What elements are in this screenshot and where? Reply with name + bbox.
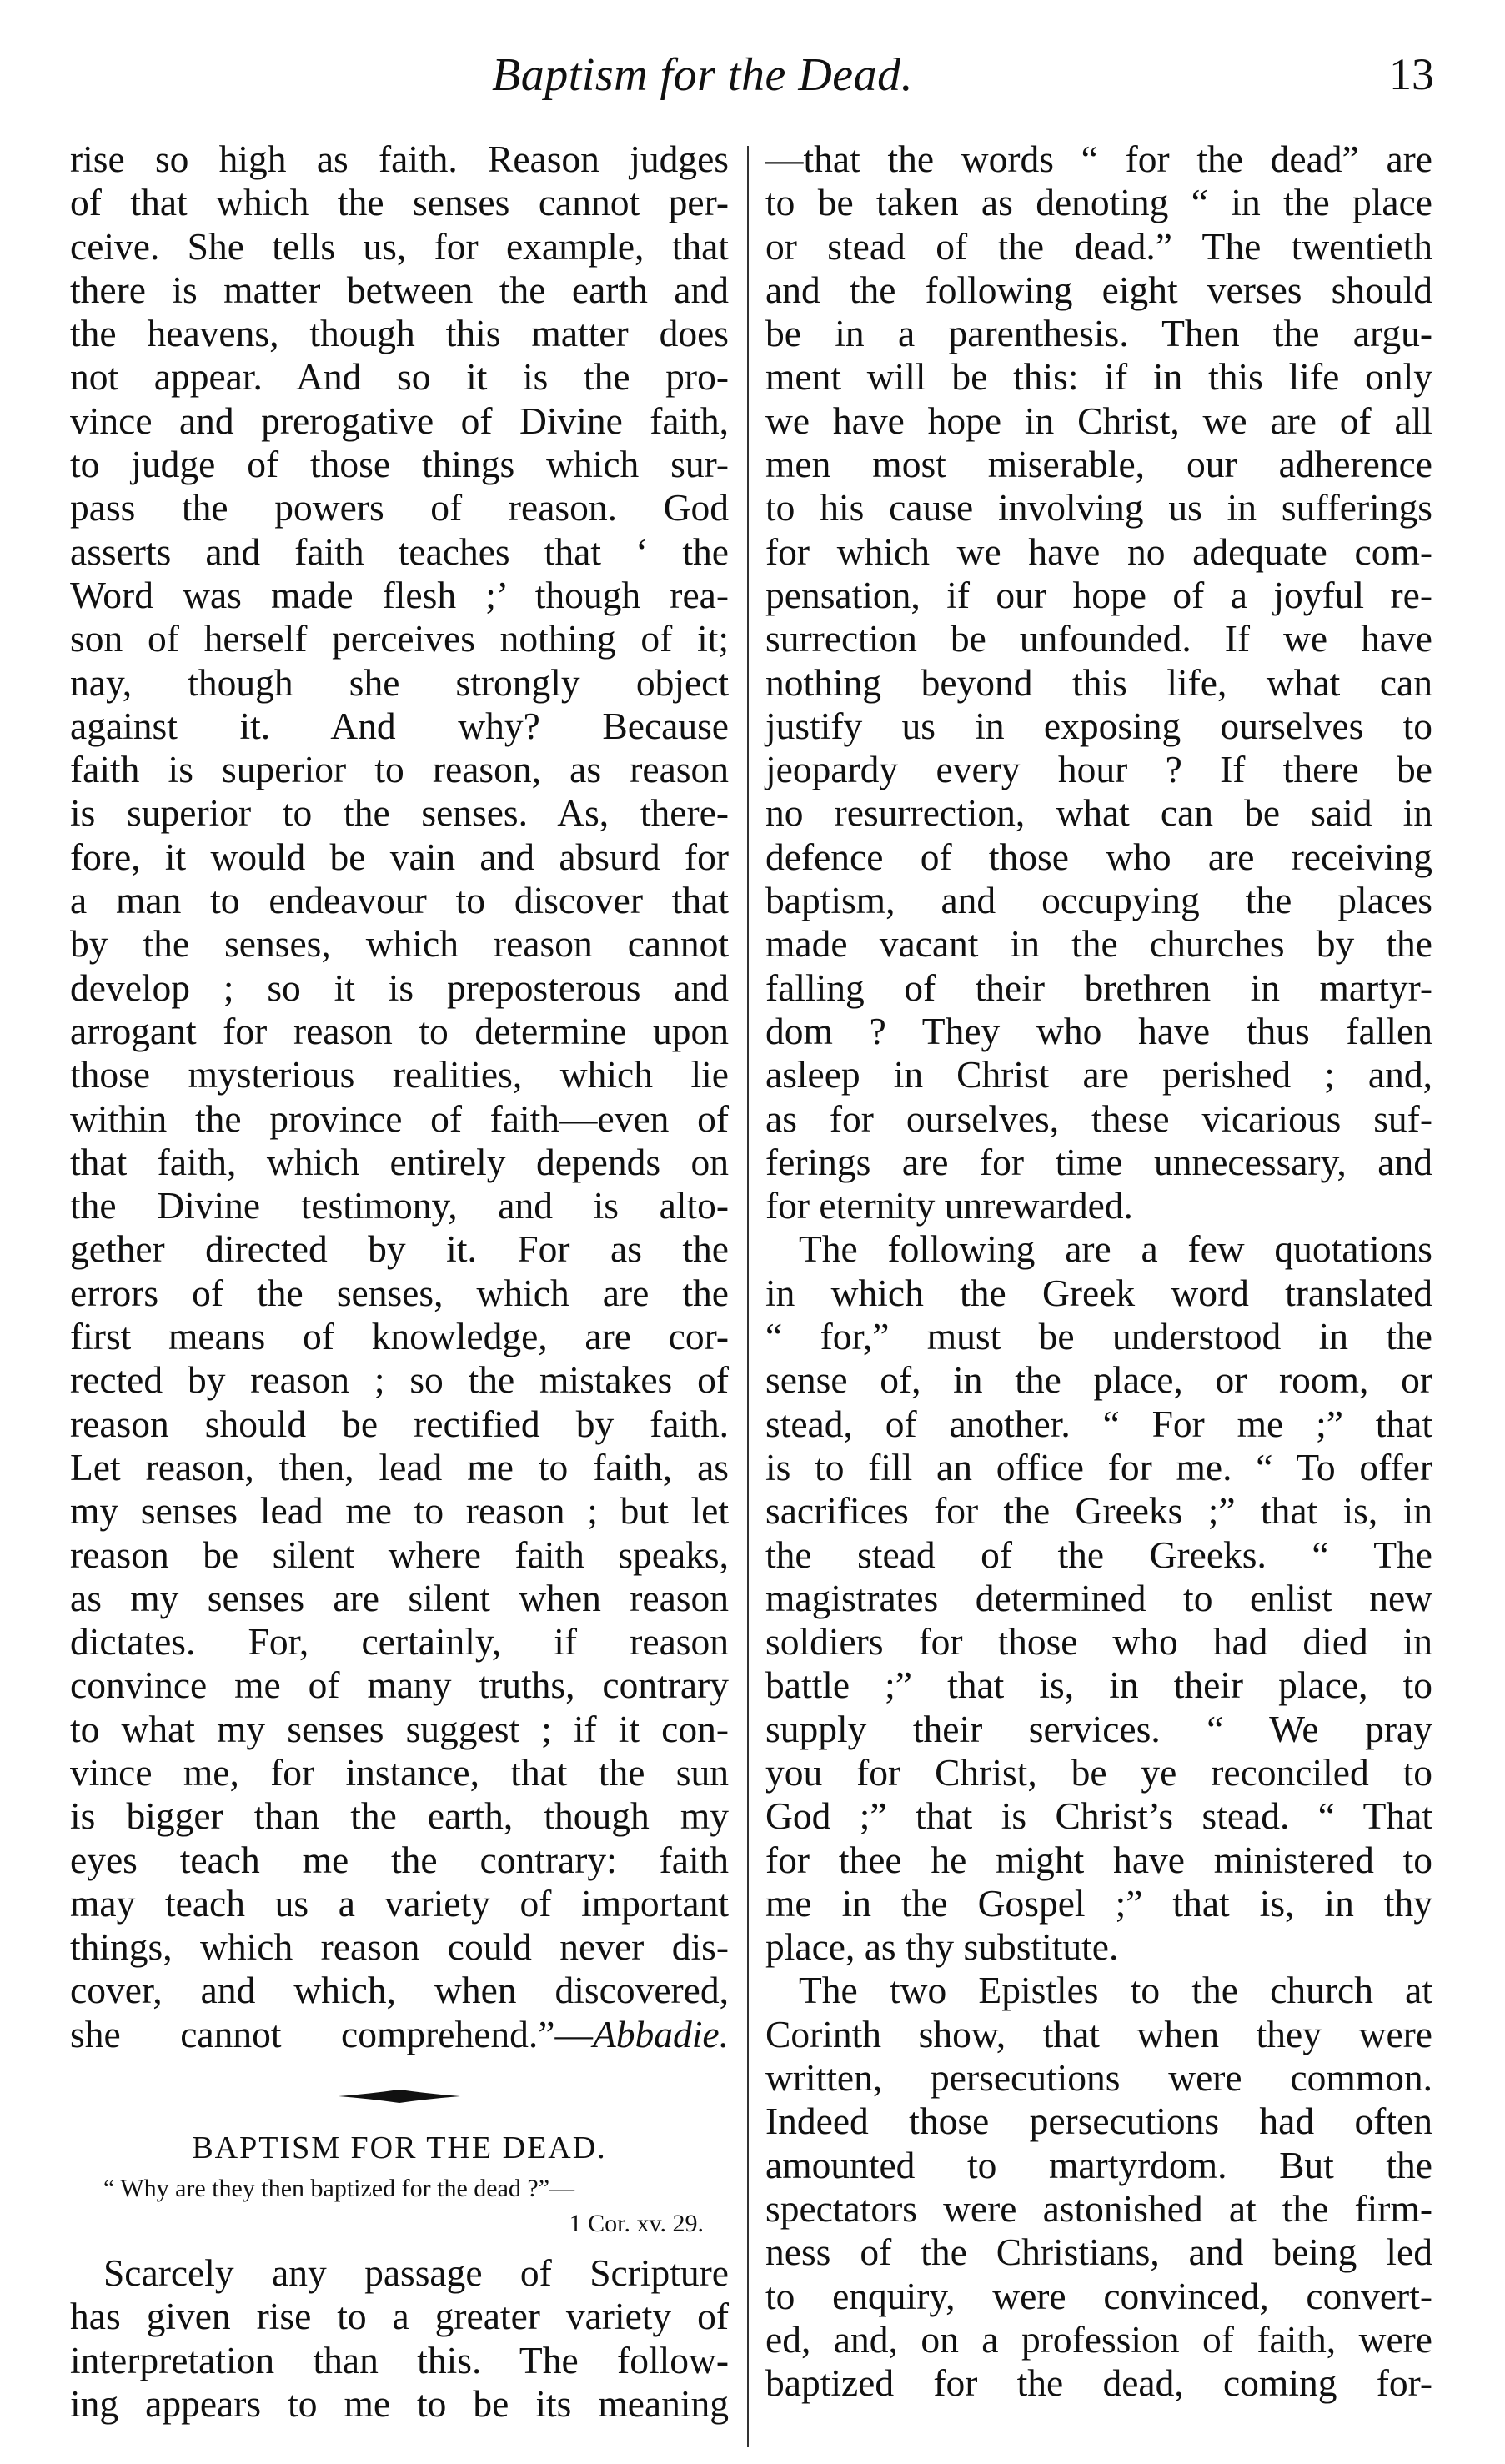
text-line: of that which the senses cannot per-: [70, 181, 729, 224]
text-line: stead, of another. “ For me ;” that: [765, 1402, 1432, 1445]
text-line: cover, and which, when discovered,: [70, 1969, 729, 2012]
text-line: there is matter between the earth and: [70, 268, 729, 311]
text-line: Corinth show, that when they were: [765, 2012, 1432, 2055]
text-line: for eternity unrewarded.: [765, 1184, 1133, 1227]
text-line: soldiers for those who had died in: [765, 1620, 1432, 1664]
text-line: may teach us a variety of important: [70, 1881, 729, 1925]
text-line: or stead of the dead.” The twentieth: [765, 224, 1432, 268]
closing-text: she cannot comprehend.”—: [70, 2012, 593, 2055]
text-line: a man to endeavour to discover that: [70, 879, 729, 922]
text-line: the stead of the Greeks. “ The: [765, 1533, 1432, 1576]
text-line: the heavens, though this matter does: [70, 312, 729, 355]
text-line: be in a parenthesis. Then the argu-: [765, 312, 1432, 355]
text-line: those mysterious realities, which lie: [70, 1053, 729, 1097]
text-line: for thee he might have ministered to: [765, 1838, 1432, 1881]
text-line: faith is superior to reason, as reason: [70, 748, 729, 791]
text-line: dom ? They who have thus fallen: [765, 1009, 1432, 1052]
text-line: ed, and, on a profession of faith, were: [765, 2317, 1432, 2361]
text-line: develop ; so it is preposterous and: [70, 966, 729, 1009]
text-line: The two Epistles to the church at: [799, 1969, 1432, 2012]
text-line: reason be silent where faith speaks,: [70, 1533, 729, 1576]
text-line: asleep in Christ are perished ; and,: [765, 1053, 1432, 1097]
text-line: defence of those who are receiving: [765, 835, 1432, 878]
text-line: falling of their brethren in martyr-: [765, 966, 1432, 1009]
text-line: ment will be this: if in this life only: [765, 355, 1432, 399]
left-column: [70, 138, 729, 2426]
text-line: son of herself perceives nothing of it;: [70, 617, 729, 660]
right-paragraph-3: [765, 1969, 1432, 2405]
text-line: battle ;” that is, in their place, to: [765, 1664, 1432, 1707]
text-line: is bigger than the earth, though my: [70, 1794, 729, 1838]
text-line: ing appears to me to be its meaning: [70, 2381, 729, 2425]
text-line: vince and prerogative of Divine faith,: [70, 399, 729, 442]
ornament-dash-icon: [337, 2086, 462, 2106]
text-line: not appear. And so it is the pro-: [70, 355, 729, 399]
text-line: we have hope in Christ, we are of all: [765, 399, 1432, 442]
text-line: me in the Gospel ;” that is, in thy: [765, 1881, 1432, 1925]
text-line: dictates. For, certainly, if reason: [70, 1620, 729, 1664]
section-ornament: [70, 2080, 729, 2113]
right-paragraph-2: [765, 1227, 1432, 1969]
text-line: and the following eight verses should: [765, 268, 1432, 311]
left-paragraph: [70, 138, 729, 2013]
epigraph-reference: 1 Cor. xv. 29.: [569, 2210, 704, 2238]
text-line: to enquiry, were convinced, convert-: [765, 2274, 1432, 2317]
text-line: fore, it would be vain and absurd for: [70, 835, 729, 878]
text-line: place, as thy substitute.: [765, 1925, 1119, 1969]
text-line: “ for,” must be understood in the: [765, 1315, 1432, 1358]
text-line: arrogant for reason to determine upon: [70, 1009, 729, 1052]
text-line: in which the Greek word translated: [765, 1271, 1432, 1314]
text-line: eyes teach me the contrary: faith: [70, 1838, 729, 1881]
text-line: made vacant in the churches by the: [765, 922, 1432, 966]
text-line: as my senses are silent when reason: [70, 1576, 729, 1619]
text-line: errors of the senses, which are the: [70, 1271, 729, 1314]
page-number: 13: [1389, 49, 1434, 99]
section-heading: BAPTISM FOR THE DEAD.: [192, 2130, 607, 2166]
text-line: first means of knowledge, are cor-: [70, 1315, 729, 1358]
text-line: convince me of many truths, contrary: [70, 1664, 729, 1707]
text-line: is superior to the senses. As, there-: [70, 791, 729, 835]
text-line: the Divine testimony, and is alto-: [70, 1184, 729, 1227]
text-line: ferings are for time unnecessary, and: [765, 1140, 1432, 1183]
text-line: baptism, and occupying the places: [765, 879, 1432, 922]
text-line: God ;” that is Christ’s stead. “ That: [765, 1794, 1432, 1838]
text-line: Scarcely any passage of Scripture: [103, 2251, 729, 2295]
text-line: by the senses, which reason cannot: [70, 922, 729, 966]
text-line: ceive. She tells us, for example, that: [70, 224, 729, 268]
text-line: spectators were astonished at the firm-: [765, 2186, 1432, 2230]
text-line: men most miserable, our adherence: [765, 443, 1432, 486]
text-line: Indeed those persecutions had often: [765, 2100, 1432, 2143]
text-line: Word was made flesh ;’ though rea-: [70, 573, 729, 616]
text-line: rected by reason ; so the mistakes of: [70, 1358, 729, 1402]
text-line: to be taken as denoting “ in the place: [765, 181, 1432, 224]
text-line: ness of the Christians, and being led: [765, 2231, 1432, 2274]
text-line: vince me, for instance, that the sun: [70, 1750, 729, 1794]
text-line: jeopardy every hour ? If there be: [765, 748, 1432, 791]
text-line: sense of, in the place, or room, or: [765, 1358, 1432, 1402]
text-line: asserts and faith teaches that ‘ the: [70, 529, 729, 573]
text-line: to what my senses suggest ; if it con-: [70, 1707, 729, 1750]
text-line: within the province of faith—even of: [70, 1097, 729, 1140]
text-line: against it. And why? Because: [70, 704, 729, 747]
text-line: to judge of those things which sur-: [70, 443, 729, 486]
text-line: as for ourselves, these vicarious suf-: [765, 1097, 1432, 1140]
text-line: that faith, which entirely depends on: [70, 1140, 729, 1183]
text-line: —that the words “ for the dead” are: [765, 138, 1432, 180]
text-line: Let reason, then, lead me to faith, as: [70, 1445, 729, 1488]
epigraph: “ Why are they then baptized for the dead ?”—: [103, 2175, 575, 2203]
text-line: reason should be rectified by faith.: [70, 1402, 729, 1445]
text-line: for which we have no adequate com-: [765, 529, 1432, 573]
right-column: [765, 138, 1432, 2405]
column-divider: [747, 146, 749, 2447]
section-paragraph: [70, 2251, 729, 2426]
text-line: justify us in exposing ourselves to: [765, 704, 1432, 747]
text-line: sacrifices for the Greeks ;” that is, in: [765, 1489, 1432, 1533]
text-line: to his cause involving us in sufferings: [765, 486, 1432, 529]
text-line: things, which reason could never dis-: [70, 1925, 729, 1969]
text-line: pensation, if our hope of a joyful re-: [765, 573, 1432, 616]
right-paragraph-1: [765, 138, 1432, 1227]
text-line: surrection be unfounded. If we have: [765, 617, 1432, 660]
closing-attribution: Abbadie.: [592, 2012, 729, 2055]
text-line: nothing beyond this life, what can: [765, 660, 1432, 704]
text-line: supply their services. “ We pray: [765, 1707, 1432, 1750]
text-line: is to fill an office for me. “ To offer: [765, 1445, 1432, 1488]
text-line: rise so high as faith. Reason judges: [70, 138, 729, 180]
text-line: interpretation than this. The follow-: [70, 2338, 729, 2381]
text-line: gether directed by it. For as the: [70, 1227, 729, 1271]
text-line: has given rise to a greater variety of: [70, 2295, 729, 2338]
left-closing-line: [70, 2013, 729, 2056]
text-line: The following are a few quotations: [799, 1227, 1432, 1271]
text-line: magistrates determined to enlist new: [765, 1576, 1432, 1619]
text-line: written, persecutions were common.: [765, 2056, 1432, 2100]
text-line: pass the powers of reason. God: [70, 486, 729, 529]
text-line: nay, though she strongly object: [70, 660, 729, 704]
running-title: Baptism for the Dead.: [492, 49, 914, 101]
page-header: [67, 48, 1434, 115]
text-line: no resurrection, what can be said in: [765, 791, 1432, 835]
text-line: you for Christ, be ye reconciled to: [765, 1750, 1432, 1794]
text-line: my senses lead me to reason ; but let: [70, 1489, 729, 1533]
text-line: baptized for the dead, coming for-: [765, 2361, 1432, 2405]
text-line: amounted to martyrdom. But the: [765, 2143, 1432, 2186]
